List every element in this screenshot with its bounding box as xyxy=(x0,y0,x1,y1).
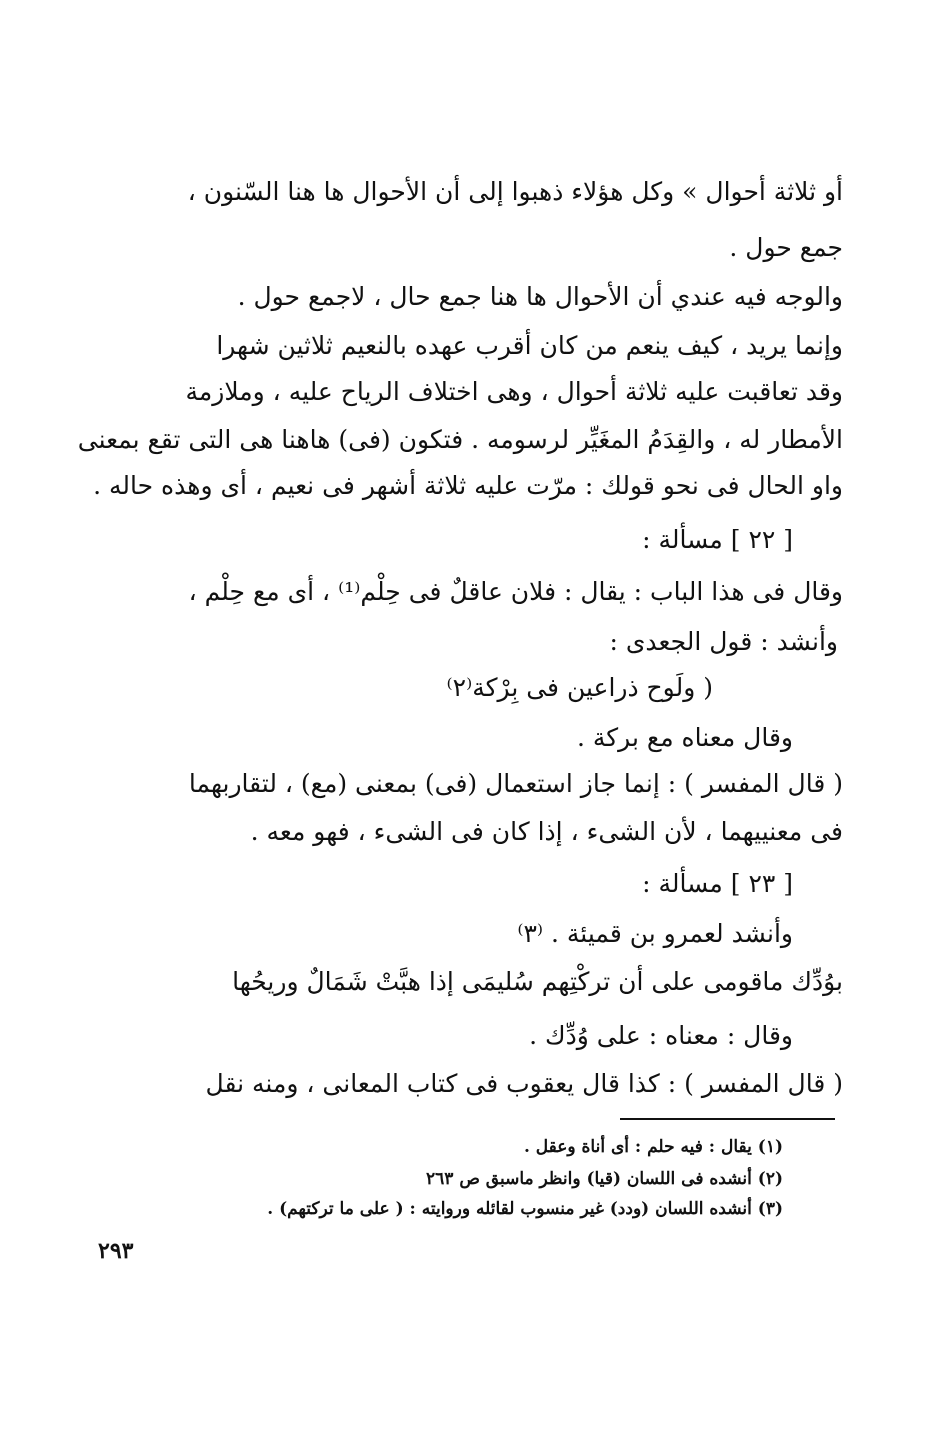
text-line: وإنما يريد ، كيف ينعم من كان أقرب عهده بالنعيم ثلاثين شهرا xyxy=(216,331,843,360)
text-line: وقد تعاقبت عليه ثلاثة أحوال ، وهى اختلاف الرياح عليه ، وملازمة xyxy=(185,377,843,406)
text-line: وقال فى هذا الباب : يقال : فلان عاقلٌ فى حِلْم⁽¹⁾ ، أى مع حِلْم ، xyxy=(188,577,843,606)
text-line: وقال : معناه : على وُدِّك . xyxy=(529,1021,793,1050)
text-line: وقال معناه مع بركة . xyxy=(576,723,793,752)
text-line: واو الحال فى نحو قولك : مرّت عليه ثلاثة أشهر فى نعيم ، أى وهذه حاله . xyxy=(93,471,843,500)
text-line: ( قال المفسر ) : كذا قال يعقوب فى كتاب المعانى ، ومنه نقل xyxy=(205,1069,843,1098)
text-line: ( قال المفسر ) : إنما جاز استعمال (فى) بمعنى (مع) ، لتقاربهما xyxy=(188,769,843,798)
footnote: (٣) أنشده اللسان (ودد) غير منسوب لقائله وروايته : ( على ما تركتهم) . xyxy=(267,1199,783,1219)
footnote-separator xyxy=(620,1118,835,1120)
text-line: جمع حول . xyxy=(729,233,843,262)
footnote: (١) يقال : فيه حلم : أى أناة وعقل . xyxy=(523,1137,783,1157)
section-heading: [ ٢٣ ] مسألة : xyxy=(642,869,793,898)
text-line: أو ثلاثة أحوال » وكل هؤلاء ذهبوا إلى أن الأحوال ها هنا السّنون ، xyxy=(187,177,843,206)
text-line: فى معنييهما ، لأن الشىء ، إذا كان فى الشىء ، فهو معه . xyxy=(250,817,843,846)
text-line: وأنشد : قول الجعدى : xyxy=(609,627,838,656)
verse-line: ( ولَوح ذراعين فى بِرْكة⁽٢⁾ xyxy=(446,673,713,702)
page-number: ٢٩٣ xyxy=(98,1238,134,1264)
text-line: وأنشد لعمرو بن قميئة . ⁽٣⁾ xyxy=(517,919,793,948)
verse-line: بوُدِّك ماقومى على أن تركْتِهم سُليمَى إذا هبَّتْ شَمَالٌ وريحُها xyxy=(232,967,843,996)
text-line: الأمطار له ، والقِدَمُ المغَيِّر لرسومه . فتكون (فى) هاهنا هى التى تقع بمعنى xyxy=(77,425,843,454)
section-heading: [ ٢٢ ] مسألة : xyxy=(642,525,793,554)
footnote: (٢) أنشده فى اللسان (قيا) وانظر ماسبق ص ٢٦٣ xyxy=(426,1169,783,1189)
text-line: والوجه فيه عندي أن الأحوال ها هنا جمع حال ، لاجمع حول . xyxy=(237,282,843,311)
